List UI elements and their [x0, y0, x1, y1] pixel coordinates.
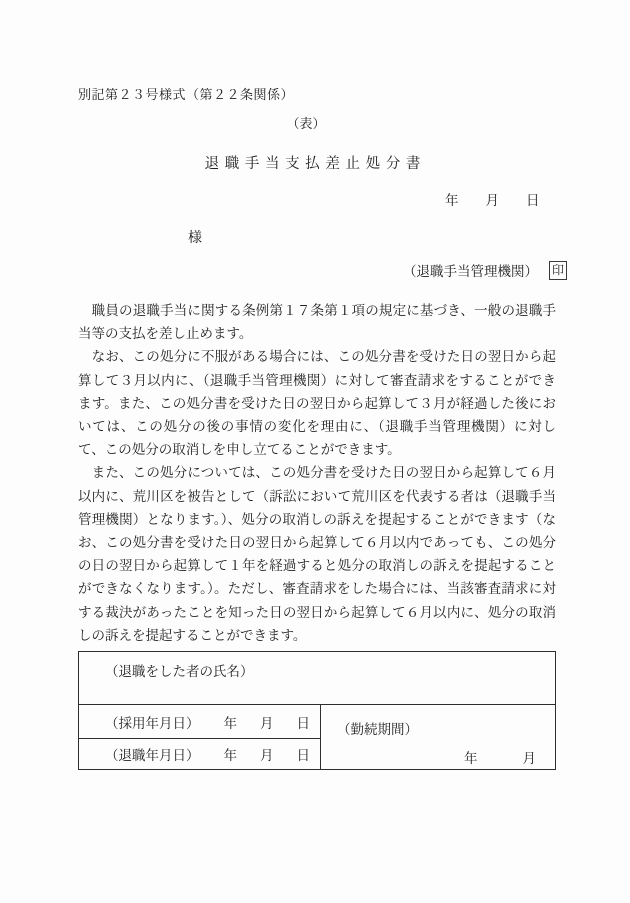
hire-month-label: 月 [260, 715, 274, 731]
issuer-label: （退職手当管理機関） [403, 264, 538, 279]
date-month-label: 月 [485, 193, 499, 208]
service-period-cell [321, 705, 556, 770]
hire-date-cell [79, 705, 321, 739]
hire-day-label: 日 [296, 715, 310, 731]
date-day-label: 日 [526, 193, 540, 208]
service-month-label: 月 [522, 751, 536, 766]
body-paragraph: 職員の退職手当に関する条例第１７条第１項の規定に基づき、一般の退職手当等の支払を差し止めます。 [78, 303, 556, 342]
retire-day-label: 日 [296, 748, 310, 763]
retiree-name-label: （退職をした者の氏名） [105, 664, 254, 679]
seal-stamp: 印 [549, 261, 567, 280]
issuer-line [403, 260, 567, 280]
retiree-name-cell [79, 652, 556, 705]
addressee-honorific: 様 [188, 231, 202, 246]
service-year-label: 年 [464, 751, 478, 766]
recipient-info-table [78, 651, 556, 770]
issue-date-line [445, 189, 540, 209]
service-period-units [337, 747, 555, 767]
hire-year-label: 年 [223, 715, 237, 731]
body-paragraph: なお、この処分に不服がある場合には、この処分書を受けた日の翌日から起算して３月以内に、（退職手当管理機関）に対して審査請求をすることができます。また、この処分書を受けた日の翌日から起算して３月が経過した後においては、この処分の後の事情の変化を理由に、（退職手当管理機関）に対して、この処分の取消しを申し立てることができます。 [78, 349, 556, 458]
retire-date-cell [79, 739, 321, 770]
date-year-label: 年 [445, 193, 459, 208]
retire-year-label: 年 [223, 748, 237, 763]
form-number: 別記第２３号様式（第２２条関係） [78, 87, 295, 102]
retire-month-label: 月 [260, 748, 274, 763]
document-title: 退 職 手 当 支 払 差 止 処 分 書 [204, 156, 422, 172]
document-body [78, 299, 556, 647]
retire-date-label: （退職年月日） [105, 748, 200, 763]
body-paragraph: また、この処分については、この処分書を受けた日の翌日から起算して６月以内に、荒川区を被告として（訴訟において荒川区を代表する者は（退職手当管理機関）となります。）、処分の取消しの訴えを提起することができます（なお、この処分書を受けた日の翌日から起算して６月以内であっても、この処分の日の翌日から起算して１年を経過すると処分の取消しの訴えを提起することができなくなります。）。ただし、審査請求をした場合には、当該審査請求に対する裁決があったことを知った日の翌日から起算して６月以内に、処分の取消しの訴えを提起することができます。 [78, 465, 556, 643]
page-side-label: （表） [286, 116, 326, 131]
hire-date-label: （採用年月日） [105, 715, 200, 731]
service-period-label: （勤続期間） [337, 722, 418, 737]
